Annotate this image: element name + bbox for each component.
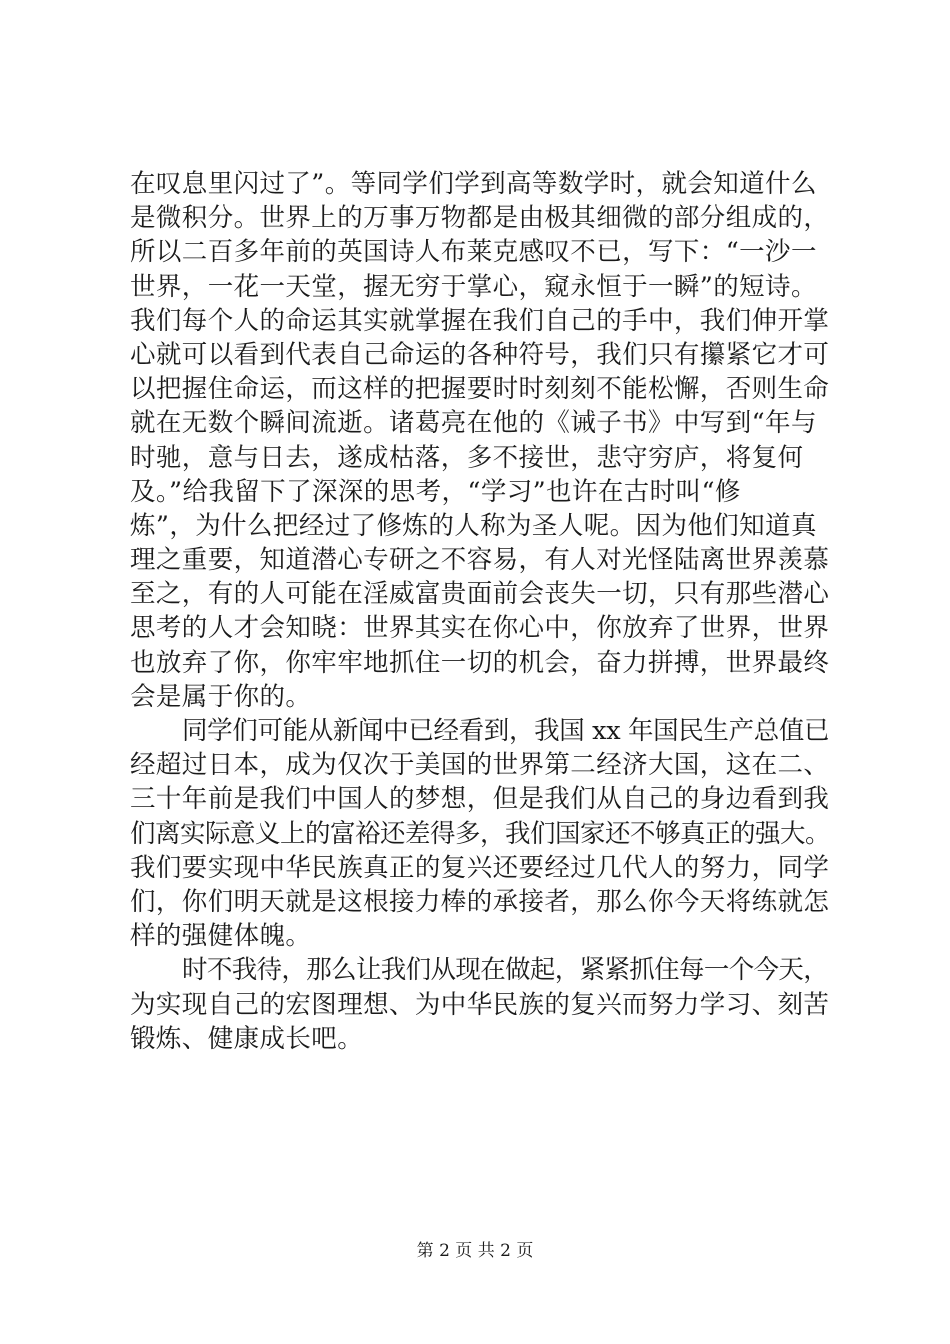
page-footer: [0, 1240, 950, 1262]
page-number: 第 2 页 共 2 页: [416, 1241, 534, 1261]
text-line: 也放弃了你，你牢牢地抓住一切的机会，奋力拼搏，世界最终: [130, 647, 830, 678]
text-line: 样的强健体魄。: [130, 921, 312, 952]
text-line: 锻炼、健康成长吧。: [130, 1023, 364, 1054]
text-line: 们离实际意义上的富裕还差得多，我们国家还不够真正的强大。: [130, 818, 831, 849]
text-line: 同学们可能从新闻中已经看到，我国 xx 年国民生产总值已: [182, 716, 830, 746]
text-line: 及。”给我留下了深深的思考，“学习”也许在古时叫“修: [130, 476, 741, 507]
text-line: 会是属于你的。: [130, 681, 312, 712]
text-line: 以把握住命运，而这样的把握要时时刻刻不能松懈，否则生命: [130, 374, 830, 405]
paragraph-3: [130, 953, 830, 1056]
text-line: 至之，有的人可能在淫威富贵面前会丧失一切，只有那些潜心: [130, 579, 830, 610]
text-line: 经超过日本，成为仅次于美国的世界第二经济大国，这在二、: [130, 750, 830, 781]
text-line: 所以二百多年前的英国诗人布莱克感叹不已，写下：“一沙一: [130, 237, 817, 268]
document-body: [130, 167, 830, 1056]
text-line: 三十年前是我们中国人的梦想，但是我们从自己的身边看到我: [130, 784, 830, 815]
text-line: 是微积分。世界上的万事万物都是由极其细微的部分组成的，: [130, 203, 830, 234]
text-line: 炼”，为什么把经过了修炼的人称为圣人呢。因为他们知道真: [130, 510, 817, 541]
text-line: 时不我待，那么让我们从现在做起，紧紧抓住每一个今天，: [182, 955, 829, 986]
text-line: 们，你们明天就是这根接力棒的承接者，那么你今天将练就怎: [130, 886, 830, 917]
text-line: 思考的人才会知晓：世界其实在你心中，你放弃了世界，世界: [130, 613, 830, 644]
text-line: 心就可以看到代表自己命运的各种符号，我们只有攥紧它才可: [130, 339, 830, 370]
text-line: 为实现自己的宏图理想、为中华民族的复兴而努力学习、刻苦: [130, 989, 830, 1020]
text-line: 在叹息里闪过了”。等同学们学到高等数学时，就会知道什么: [130, 169, 817, 199]
paragraph-2: [130, 714, 830, 953]
paragraph-1: [130, 167, 830, 714]
text-line: 时驰，意与日去，遂成枯落，多不接世，悲守穷庐，将复何: [130, 442, 804, 473]
text-line: 我们每个人的命运其实就掌握在我们自己的手中，我们伸开掌: [130, 305, 830, 336]
text-line: 理之重要，知道潜心专研之不容易，有人对光怪陆离世界羡慕: [130, 545, 830, 576]
text-line: 世界，一花一天堂，握无穷于掌心，窥永恒于一瞬”的短诗。: [130, 271, 817, 302]
text-line: 我们要实现中华民族真正的复兴还要经过几代人的努力，同学: [130, 852, 830, 883]
text-line: 就在无数个瞬间流逝。诸葛亮在他的《诫子书》中写到“年与: [130, 408, 817, 439]
